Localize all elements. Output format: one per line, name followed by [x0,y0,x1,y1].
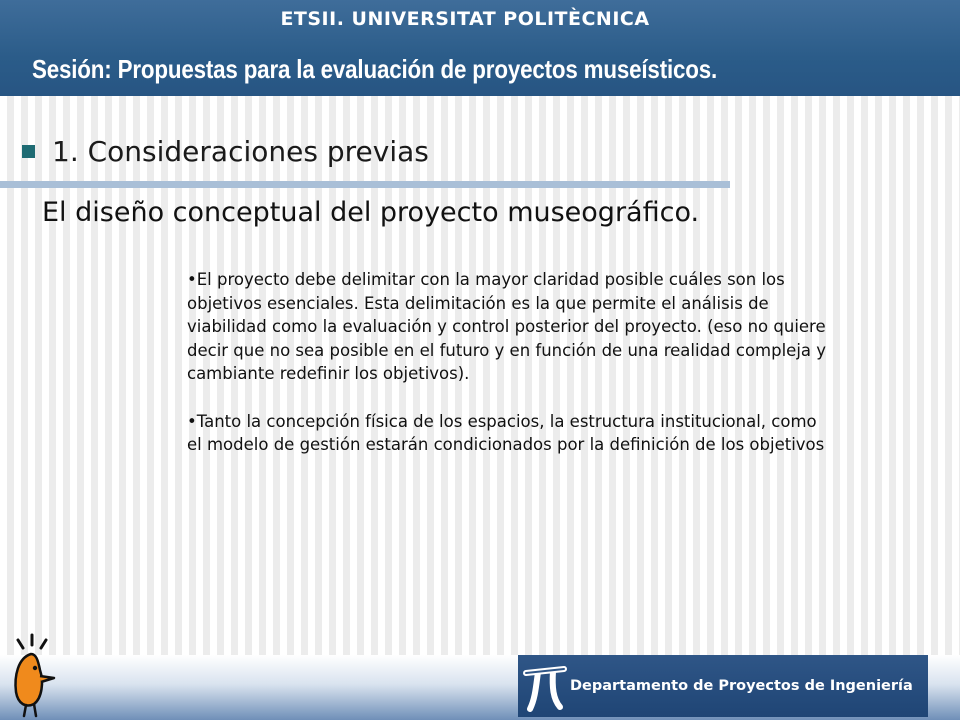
square-bullet-icon [22,145,35,158]
mascot-icon [4,632,60,718]
department-panel [518,655,928,717]
paragraph-objectives: •El proyecto debe delimitar con la mayor claridad posible cuáles son los objetivos esenciales. Esta delimitación es la que permite el análisis de viabilidad como la evaluación y control posterior del proyecto. (eso no quiere decir que no sea posible en el futuro y en función de una realidad compleja y cambiante redefinir los objetivos). [187,270,827,383]
body-text [187,268,827,481]
pi-logo-icon [522,657,568,715]
section-heading [22,133,429,169]
university-title: ETSII. UNIVERSITAT POLITÈCNICA [280,8,650,30]
section-title: 1. Consideraciones previas [52,134,429,168]
session-title: Sesión: Propuestas para la evaluación de proyectos museísticos. [32,54,718,84]
slide-header [0,0,960,96]
paragraph-conditions: •Tanto la concepción física de los espacios, la estructura institucional, como el modelo de gestión estarán condicionados por la definición de los objetivos [187,411,825,454]
section-divider [0,181,730,188]
slide-subtitle: El diseño conceptual del proyecto museográfico. [42,197,700,228]
department-name: Departamento de Proyectos de Ingeniería [570,678,913,694]
